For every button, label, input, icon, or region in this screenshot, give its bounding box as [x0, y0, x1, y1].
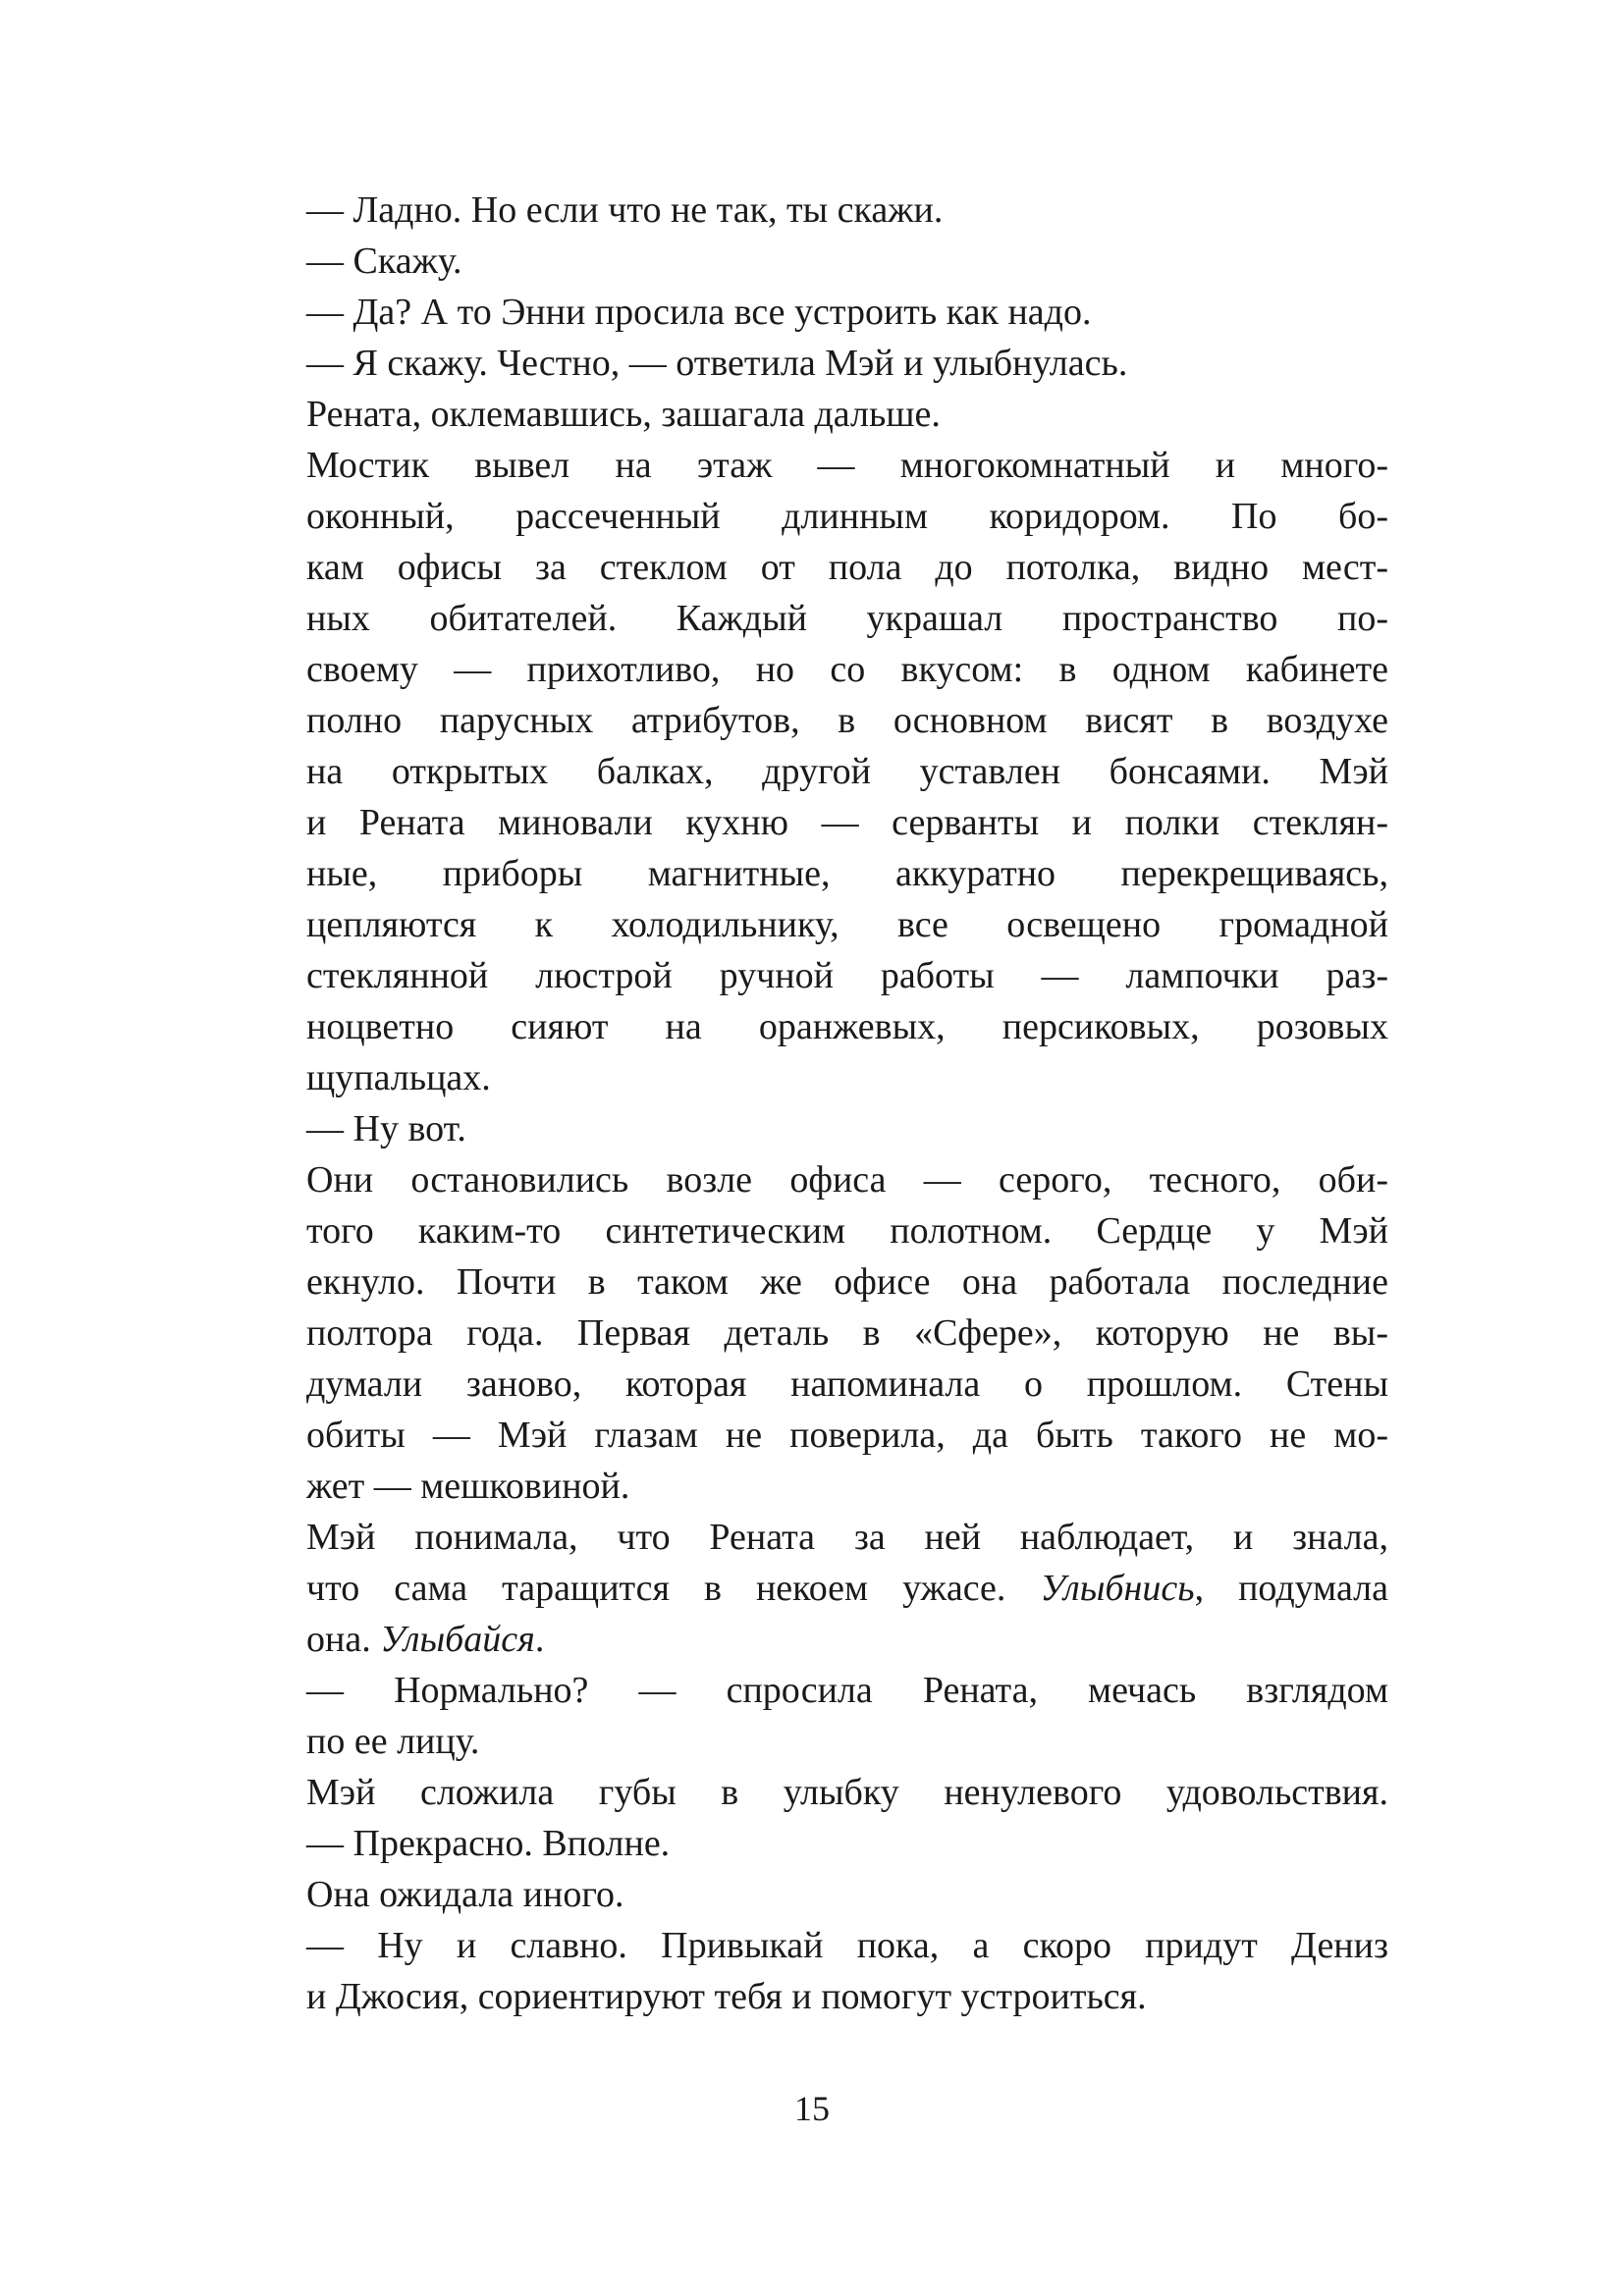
text-line-main: на открытых балках, другой уставлен бонсаями. Мэй [306, 751, 1388, 792]
text-line-main: по ее лицу. [306, 1721, 480, 1762]
text-line [306, 1716, 1388, 1767]
text-line [306, 746, 1388, 797]
text-line-main: — Прекрасно. Вполне. [306, 1823, 671, 1864]
text-line [306, 338, 1388, 389]
text-line [306, 1052, 1388, 1103]
text-line [306, 1256, 1388, 1308]
text-line [306, 593, 1388, 644]
text-line-main: и Рената миновали кухню — серванты и полки стеклян- [306, 802, 1388, 843]
text-line [306, 1920, 1388, 1971]
text-line [306, 1614, 1388, 1665]
page-number: 15 [794, 2089, 830, 2128]
text-line-main: екнуло. Почти в таком же офисе она работала последние [306, 1261, 1388, 1303]
text-line-main: щупальцах. [306, 1057, 491, 1098]
text-line-main: своему — прихотливо, но со вкусом: в одном кабинете [306, 649, 1388, 690]
text-line-main: — Ну и славно. Привыкай пока, а скоро придут Дениз [306, 1925, 1388, 1966]
text-line [306, 1665, 1388, 1716]
text-line [306, 797, 1388, 848]
text-line [306, 1103, 1388, 1154]
text-line-after: . [534, 1619, 545, 1660]
text-line [306, 389, 1388, 440]
text-line-main: — Ладно. Но если что не так, ты скажи. [306, 189, 944, 231]
text-line-main: обиты — Мэй глазам не поверила, да быть такого не мо- [306, 1415, 1388, 1456]
text-line-main: Мэй сложила губы в улыбку ненулевого удовольствия. [306, 1772, 1388, 1813]
text-line [306, 542, 1388, 593]
text-line-main: — Скажу. [306, 240, 462, 282]
text-line-main: ных обитателей. Каждый украшал пространство по- [306, 598, 1388, 639]
text-line-main: оконный, рассеченный длинным коридором. По бо- [306, 496, 1388, 537]
text-line [306, 287, 1388, 338]
text-line [306, 1818, 1388, 1869]
text-line-main: стеклянной люстрой ручной работы — лампочки раз- [306, 955, 1388, 996]
text-line [306, 1001, 1388, 1052]
text-line [306, 950, 1388, 1001]
text-line [306, 848, 1388, 899]
text-line-main: — Да? А то Энни просила все устроить как надо. [306, 292, 1092, 333]
text-line [306, 1359, 1388, 1410]
text-line-main: Рената, оклемавшись, зашагала дальше. [306, 394, 941, 435]
body-text [306, 185, 1388, 2022]
text-line-main: что сама таращится в некоем ужасе. [306, 1568, 1041, 1609]
text-line [306, 1512, 1388, 1563]
text-line-main: кам офисы за стеклом от пола до потолка, видно мест- [306, 547, 1388, 588]
text-line-main: цепляются к холодильнику, все освещено громадной [306, 904, 1388, 945]
text-line-italic: Улыбайся [380, 1619, 535, 1660]
text-line [306, 440, 1388, 491]
text-line [306, 1205, 1388, 1256]
text-line-main: Мостик вывел на этаж — многокомнатный и много- [306, 445, 1388, 486]
text-line [306, 236, 1388, 287]
text-line-main: того каким-то синтетическим полотном. Сердце у Мэй [306, 1210, 1388, 1252]
text-line-after: , подумала [1194, 1568, 1388, 1609]
text-line [306, 1971, 1388, 2022]
text-line-main: Она ожидала иного. [306, 1874, 624, 1915]
text-line [306, 644, 1388, 695]
text-line [306, 1154, 1388, 1205]
text-line-main: думали заново, которая напоминала о прошлом. Стены [306, 1363, 1388, 1405]
text-line-main: полтора года. Первая деталь в «Сфере», которую не вы- [306, 1312, 1388, 1354]
text-line [306, 1767, 1388, 1818]
text-line-main: Они остановились возле офиса — серого, тесного, оби- [306, 1159, 1388, 1201]
text-line [306, 1869, 1388, 1920]
text-line-main: ные, приборы магнитные, аккуратно перекрещиваясь, [306, 853, 1388, 894]
text-line [306, 185, 1388, 236]
text-line-main: ноцветно сияют на оранжевых, персиковых, розовых [306, 1006, 1388, 1047]
text-line-main: и Джосия, сориентируют тебя и помогут устроиться. [306, 1976, 1147, 2017]
text-line [306, 1410, 1388, 1461]
text-line [306, 1308, 1388, 1359]
text-line-italic: Улыбнись [1040, 1568, 1195, 1609]
text-line [306, 491, 1388, 542]
text-line [306, 1461, 1388, 1512]
text-line-main: — Я скажу. Честно, — ответила Мэй и улыбнулась. [306, 343, 1128, 384]
text-line-main: она. [306, 1619, 381, 1660]
text-line-main: Мэй понимала, что Рената за ней наблюдает, и знала, [306, 1517, 1388, 1558]
text-line-main: полно парусных атрибутов, в основном висят в воздухе [306, 700, 1388, 741]
text-line [306, 899, 1388, 950]
text-line-main: — Ну вот. [306, 1108, 466, 1149]
text-line [306, 695, 1388, 746]
text-line-main: жет — мешковиной. [306, 1466, 630, 1507]
text-line [306, 1563, 1388, 1614]
text-line-main: — Нормально? — спросила Рената, мечась взглядом [306, 1670, 1388, 1711]
